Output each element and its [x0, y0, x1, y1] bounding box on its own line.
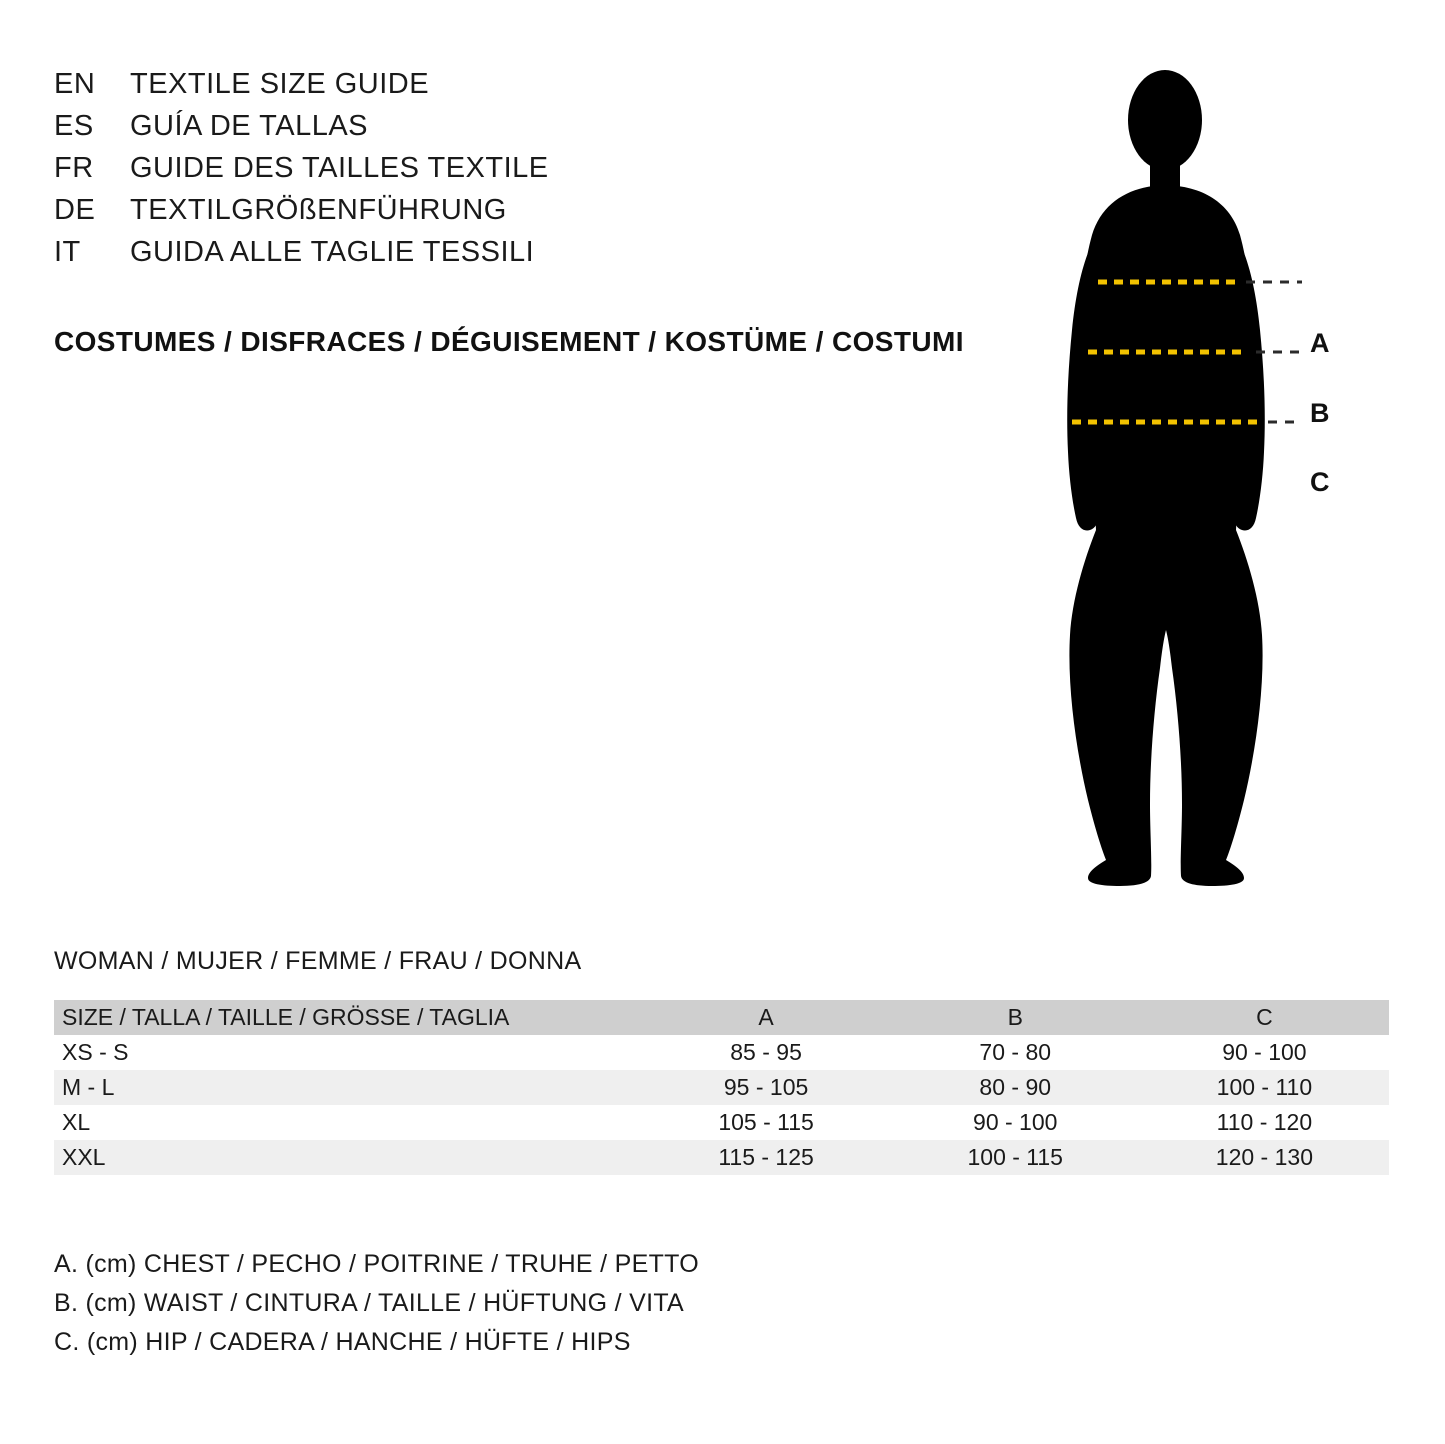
language-row-it — [54, 236, 954, 278]
measurement-figure — [1010, 60, 1390, 890]
footnote-b: B. (cm) WAIST / CINTURA / TAILLE / HÜFTUNG / VITA — [54, 1289, 685, 1317]
cell-size: M - L — [62, 1074, 115, 1100]
language-text-it: GUIDA ALLE TAGLIE TESSILI — [130, 236, 535, 268]
cell-b: 80 - 90 — [979, 1074, 1052, 1100]
table-header-row — [54, 1000, 1389, 1035]
table-row — [54, 1140, 1389, 1175]
size-table — [54, 1000, 1389, 1175]
cell-a: 95 - 105 — [723, 1074, 809, 1100]
cell-a: 85 - 95 — [730, 1039, 802, 1065]
table-section-title: WOMAN / MUJER / FEMME / FRAU / DONNA — [54, 947, 582, 975]
column-header-a: A — [758, 1004, 774, 1030]
woman-silhouette-icon — [1010, 60, 1390, 890]
language-code-de: DE — [54, 194, 96, 226]
footnotes-block — [54, 1245, 699, 1362]
cell-a: 105 - 115 — [718, 1109, 814, 1135]
measure-label-b: B — [1310, 398, 1330, 428]
language-code-en: EN — [54, 68, 96, 100]
cell-b: 100 - 115 — [967, 1144, 1063, 1170]
column-header-b: B — [1007, 1004, 1023, 1030]
language-text-es: GUÍA DE TALLAS — [130, 110, 369, 142]
measure-label-a: A — [1310, 328, 1330, 358]
language-text-fr: GUIDE DES TAILLES TEXTILE — [130, 152, 549, 184]
table-header — [54, 1000, 1389, 1035]
cell-c: 110 - 120 — [1216, 1109, 1313, 1135]
cell-c: 100 - 110 — [1216, 1074, 1313, 1100]
language-text-en: TEXTILE SIZE GUIDE — [130, 68, 430, 100]
cell-b: 70 - 80 — [979, 1039, 1052, 1065]
language-code-it: IT — [54, 236, 81, 268]
language-code-es: ES — [54, 110, 94, 142]
cell-a: 115 - 125 — [718, 1144, 814, 1170]
language-text-de: TEXTILGRÖßENFÜHRUNG — [130, 194, 507, 226]
language-row-es — [54, 110, 954, 152]
cell-size: XL — [62, 1109, 91, 1135]
column-header-size: SIZE / TALLA / TAILLE / GRÖSSE / TAGLIA — [62, 1004, 510, 1030]
language-row-fr — [54, 152, 954, 194]
language-row-de — [54, 194, 954, 236]
footnote-a: A. (cm) CHEST / PECHO / POITRINE / TRUHE / PETTO — [54, 1250, 700, 1278]
cell-b: 90 - 100 — [973, 1109, 1058, 1135]
cell-size: XXL — [62, 1144, 106, 1170]
table-row — [54, 1070, 1389, 1105]
language-header-block — [54, 68, 954, 278]
cell-c: 90 - 100 — [1222, 1039, 1307, 1065]
column-header-c: C — [1256, 1004, 1273, 1030]
language-row-en — [54, 68, 954, 110]
table-row — [54, 1105, 1389, 1140]
measure-label-c: C — [1310, 467, 1330, 497]
cell-c: 120 - 130 — [1215, 1144, 1313, 1170]
language-code-fr: FR — [54, 152, 94, 184]
category-line: COSTUMES / DISFRACES / DÉGUISEMENT / KOSTÜME / COSTUMI — [54, 326, 964, 357]
cell-size: XS - S — [62, 1039, 129, 1065]
table-body — [54, 1035, 1389, 1175]
footnote-c: C. (cm) HIP / CADERA / HANCHE / HÜFTE / HIPS — [54, 1328, 631, 1356]
table-row — [54, 1035, 1389, 1070]
